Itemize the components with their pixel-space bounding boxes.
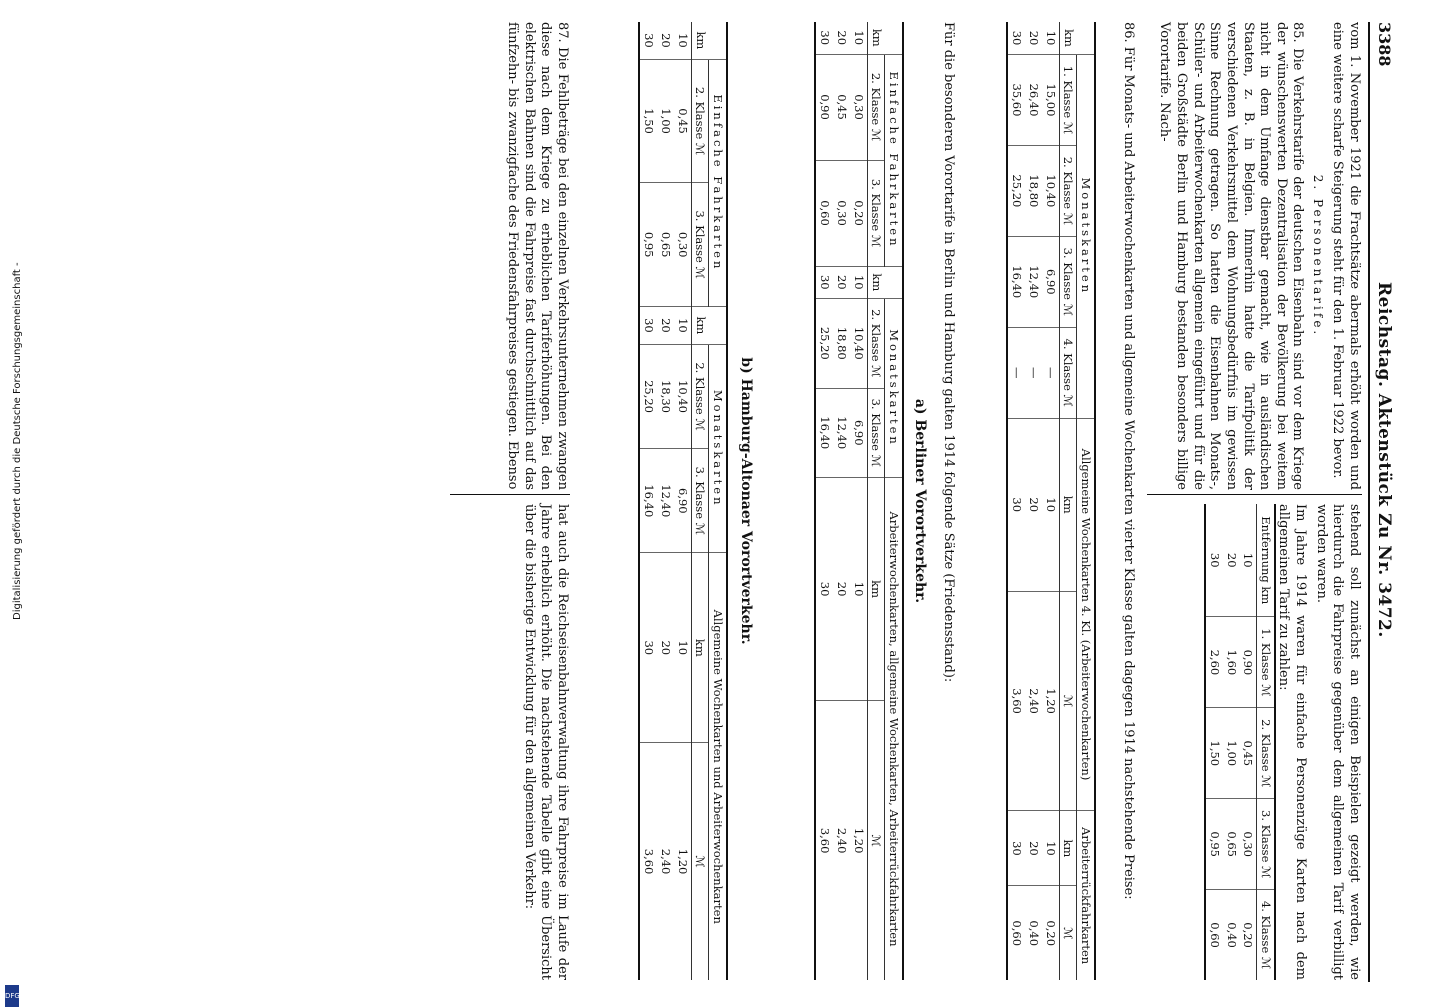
berlin-col-header: 3. Klasse ℳ xyxy=(867,388,885,477)
monthly-col-header: km xyxy=(1059,22,1077,55)
table-cell: 30 xyxy=(815,266,833,299)
right-column-bottom xyxy=(516,504,570,980)
table-cell: 30 xyxy=(639,553,657,743)
page-number: 3388 xyxy=(1375,22,1394,67)
general-tariff-table xyxy=(1204,504,1276,980)
table-cell: 10,40 xyxy=(1042,145,1059,236)
table-cell: 0,65 xyxy=(1223,799,1240,890)
table-cell: 20 xyxy=(1223,504,1240,617)
table-cell: 0,40 xyxy=(1026,920,1041,947)
table-cell: 10 xyxy=(1042,811,1059,886)
berlin-group-single: Einfache Fahrkarten xyxy=(885,54,903,266)
paragraph-87: 87. Die Fehlbeträge bei den einzelnen Verkehrsunternehmen zwangen diese nach dem Kriege zu erheblichen Tariferhöhungen. Bei den elektrischen Bahnen sind die Fahrpreise fast durchschnittlich auf das fünfzehn- bis zwanzigfache des Friedensfahrpreises gestiegen. Ebenso xyxy=(505,22,570,490)
table-row xyxy=(1223,504,1240,980)
table-cell: 10 xyxy=(674,22,691,59)
table-cell: 0,95 xyxy=(1205,799,1223,890)
monthly-col-header: 2. Klasse ℳ xyxy=(1059,145,1077,236)
table-cell: 30 xyxy=(639,22,657,59)
table-cell: 18,30 xyxy=(657,344,674,448)
table-cell: 10,40 xyxy=(674,344,691,448)
paragraph-suburban: Für die besonderen Vorortarife in Berlin und Hamburg galten 1914 folgende Sätze (Friedensstand): xyxy=(941,22,956,683)
table-row xyxy=(1007,22,1025,980)
berlin-heading: a) Berliner Vorortverkehr. xyxy=(912,398,928,604)
table-cell: 16,40 xyxy=(815,388,833,477)
table-cell: 26,40 xyxy=(1025,55,1042,146)
group-return: Arbeiterrückfahrkarten xyxy=(1077,811,1095,980)
berlin-col-header: km xyxy=(867,266,885,299)
paragraph-freight: vom 1. November 1921 die Frachtsätze abermals erhöht worden und eine weitere scharfe Steigerung steht für den 1. Februar 1922 bevor. xyxy=(1330,22,1362,490)
paragraph-1914-prices: Im Jahre 1914 waren für einfache Personenzüge Karten nach dem allgemeinen Tarif zu zahlen: xyxy=(1276,504,1309,980)
column-divider xyxy=(1147,494,1362,495)
table-cell: 6,90 xyxy=(674,449,691,553)
table-cell: 2,40 xyxy=(834,827,849,854)
table-cell: — xyxy=(1007,327,1025,418)
table-row xyxy=(833,22,850,980)
table-cell: 10 xyxy=(1042,418,1059,591)
hamburg-group-monthly: Monatskarten xyxy=(709,344,727,553)
general-col-header: 4. Klasse ℳ xyxy=(1257,890,1275,980)
table-cell: 12,40 xyxy=(1025,236,1042,327)
section-heading-personentarife: 2. Personentarife. xyxy=(1310,174,1325,338)
table-cell: 1,20 xyxy=(675,848,690,875)
table-cell: 25,20 xyxy=(815,299,833,388)
table-cell: 16,40 xyxy=(639,449,657,553)
table-row xyxy=(1042,22,1059,980)
table-row xyxy=(850,22,867,980)
table-row xyxy=(1240,504,1257,980)
group-weekly-4th: Allgemeine Wochenkarten 4. Kl. (Arbeiterwochenkarten) xyxy=(1077,418,1095,811)
bottom-column-divider xyxy=(450,494,570,495)
hamburg-col-header: 2. Klasse ℳ xyxy=(691,59,709,183)
berlin-col-header: ℳ xyxy=(867,701,885,980)
monthly-col-header: 1. Klasse ℳ xyxy=(1059,55,1077,146)
table-cell: 0,20 xyxy=(1241,922,1256,948)
hamburg-col-header: km xyxy=(691,22,709,59)
table-cell: 3,60 xyxy=(642,848,657,875)
berlin-col-header: km xyxy=(867,477,885,700)
table-cell: 0,60 xyxy=(1207,922,1222,948)
table-cell: 0,20 xyxy=(850,160,867,266)
table-cell: 0,40 xyxy=(1224,922,1239,948)
left-column-bottom xyxy=(500,22,571,490)
monthly-weekly-table xyxy=(1006,22,1096,980)
table-cell: 0,45 xyxy=(674,59,691,183)
table-cell: 2,40 xyxy=(1025,591,1042,811)
table-cell: 1,60 xyxy=(1223,617,1240,708)
table-cell: 1,20 xyxy=(851,827,866,854)
right-column-upper xyxy=(1271,504,1362,980)
hamburg-heading: b) Hamburg-Altonaer Vorortverkehr. xyxy=(738,357,754,645)
table-cell: 0,45 xyxy=(1240,708,1257,799)
table-cell: 25,20 xyxy=(639,344,657,448)
table-cell: 20 xyxy=(833,22,850,54)
berlin-col-header: 2. Klasse ℳ xyxy=(867,299,885,388)
berlin-col-header: 2. Klasse ℳ xyxy=(867,54,885,160)
table-row xyxy=(1025,22,1042,980)
table-cell: 0,95 xyxy=(639,183,657,307)
monthly-col-header: km xyxy=(1059,811,1077,886)
table-cell: 30 xyxy=(815,477,833,700)
monthly-col-header: 3. Klasse ℳ xyxy=(1059,236,1077,327)
table-cell: 1,20 xyxy=(1042,591,1059,811)
table-cell: 30 xyxy=(1007,22,1025,55)
page-header xyxy=(1368,22,1394,982)
table-cell: 30 xyxy=(1007,811,1025,886)
table-cell: 16,40 xyxy=(1007,236,1025,327)
table-row xyxy=(1205,504,1223,980)
table-cell: 2,60 xyxy=(1205,617,1223,708)
table-cell: 20 xyxy=(1025,811,1042,886)
monthly-col-header: ℳ xyxy=(1059,886,1077,980)
table-cell: 30 xyxy=(1007,418,1025,591)
suburban-intro-block xyxy=(935,22,956,980)
table-row xyxy=(815,22,833,980)
table-cell: 1,00 xyxy=(1223,708,1240,799)
table-cell: 10 xyxy=(850,22,867,54)
left-column-upper xyxy=(1152,22,1362,490)
table-cell: 0,60 xyxy=(1010,920,1025,947)
monthly-col-header: km xyxy=(1059,418,1077,591)
table-cell: 10 xyxy=(1042,22,1059,55)
table-cell: 0,90 xyxy=(815,54,833,160)
table-cell: 2,40 xyxy=(658,848,673,875)
table-cell: 6,90 xyxy=(850,388,867,477)
paragraph-86-block xyxy=(1115,22,1136,980)
table-cell: 10 xyxy=(674,553,691,743)
table-cell: 0,30 xyxy=(674,183,691,307)
table-cell: 0,65 xyxy=(657,183,674,307)
hamburg-group-weekly: Allgemeine Wochenkarten und Arbeiterwochenkarten xyxy=(709,553,727,980)
table-cell: 20 xyxy=(1025,418,1042,591)
monthly-col-header: 4. Klasse ℳ xyxy=(1059,327,1077,418)
table-cell: 10 xyxy=(850,266,867,299)
general-col-header: 1. Klasse ℳ xyxy=(1257,617,1275,708)
table-cell: 0,90 xyxy=(1240,617,1257,708)
berlin-suburban-table xyxy=(814,22,904,980)
hamburg-col-header: 3. Klasse ℳ xyxy=(691,449,709,553)
table-cell: 30 xyxy=(815,22,833,54)
dfg-logo: DFG xyxy=(5,985,19,1007)
credit-sidebar xyxy=(2,20,23,1000)
table-row xyxy=(639,22,657,980)
rotated-document-page xyxy=(24,0,1404,1000)
table-cell: 1,50 xyxy=(1205,708,1223,799)
table-cell: 20 xyxy=(657,22,674,59)
paragraph-85: 85. Die Verkehrstarife der deutschen Eisenbahn sind vor dem Kriege der wünschenswerten Dezentralisation der Bevölkerung bei weitem nicht in dem Umfange dienstbar gemacht, wie in ausländischen Staaten, z. B. in Belgien. Immerhin hatte die Tarifpolitik der verschiedenen Verkehrsmittel dem Wohnungsbedürfnis im gewissen Sinne Rechnung getragen. So hatten die Eisenbahnen Monats-, Schüler- und Arbeiterwochenkarten allgemein eingeführt und für die beiden Großstädte Berlin und Hamburg bestanden besonders billige Vorortarife. Nach- xyxy=(1157,22,1306,490)
berlin-group-monthly: Monatskarten xyxy=(885,299,903,478)
table-cell: 1,50 xyxy=(639,59,657,183)
table-cell: 6,90 xyxy=(1042,236,1059,327)
berlin-col-header: km xyxy=(867,22,885,54)
table-cell: 0,20 xyxy=(1043,920,1058,947)
table-cell: — xyxy=(1042,327,1059,418)
hamburg-col-header: km xyxy=(691,306,709,344)
hamburg-group-single: Einfache Fahrkarten xyxy=(709,59,727,306)
table-cell: 0,60 xyxy=(815,160,833,266)
running-head: Reichstag. Aktenstück Zu Nr. 3472. xyxy=(1374,282,1394,638)
dfg-credit-text: Digitalisierung gefördert durch die Deutsche Forschungsgemeinschaft - xyxy=(12,262,23,620)
hamburg-col-header: 2. Klasse ℳ xyxy=(691,344,709,448)
general-col-header: 3. Klasse ℳ xyxy=(1257,799,1275,890)
table-cell: 12,40 xyxy=(833,388,850,477)
table-cell: 20 xyxy=(657,306,674,344)
table-cell: 1,00 xyxy=(657,59,674,183)
table-cell: 3,60 xyxy=(1007,591,1025,811)
table-cell: 15,00 xyxy=(1042,55,1059,146)
berlin-col-header: 3. Klasse ℳ xyxy=(867,160,885,266)
table-cell: 10 xyxy=(1240,504,1257,617)
table-cell: 12,40 xyxy=(657,449,674,553)
table-cell: 3,60 xyxy=(818,827,833,854)
table-cell: 0,30 xyxy=(850,54,867,160)
table-cell: 0,45 xyxy=(833,54,850,160)
table-cell: 30 xyxy=(1205,504,1223,617)
table-cell: 18,80 xyxy=(1025,145,1042,236)
paragraph-reichsbahn: hat auch die Reichseisenbahnverwaltung ihre Fahrpreise im Laufe der Jahre erheblich erhöht. Die nachstehende Tabelle gibt eine Übersicht über die bisherige Entwicklung für den allgemeinen Verkehr: xyxy=(521,504,570,980)
table-cell: 20 xyxy=(833,477,850,700)
hamburg-col-header: 3. Klasse ℳ xyxy=(691,183,709,307)
table-cell: 18,80 xyxy=(833,299,850,388)
table-cell: 20 xyxy=(833,266,850,299)
table-cell: 30 xyxy=(639,306,657,344)
table-cell: 20 xyxy=(657,553,674,743)
group-monthly: Monatskarten xyxy=(1077,55,1095,419)
hamburg-col-header: km xyxy=(691,553,709,743)
paragraph-examples: stehend soll zunächst an einigen Beispielen gezeigt werden, wie hierdurch die Fahrpreise gegenüber dem allgemeinen Tarif verbilligt worden waren. xyxy=(1313,504,1362,980)
table-cell: — xyxy=(1025,327,1042,418)
paragraph-86: 86. Für Monats- und Arbeiterwochenkarten und allgemeine Wochenkarten vierter Klasse galten dagegen 1914 nachstehende Preise: xyxy=(1121,22,1136,900)
general-col-header: Entfernung km xyxy=(1257,504,1275,617)
table-cell: 35,60 xyxy=(1007,55,1025,146)
table-cell: 10 xyxy=(850,477,867,700)
general-col-header: 2. Klasse ℳ xyxy=(1257,708,1275,799)
berlin-group-weekly: Arbeiterwochenkarten, allgemeine Wochenkarten, Arbeiterrückfahrkarten xyxy=(885,477,903,980)
hamburg-suburban-table xyxy=(638,22,728,980)
hamburg-col-header: ℳ xyxy=(691,743,709,980)
table-cell: 20 xyxy=(1025,22,1042,55)
table-cell: 0,30 xyxy=(1240,799,1257,890)
table-cell: 10,40 xyxy=(850,299,867,388)
table-cell: 0,30 xyxy=(833,160,850,266)
table-cell: 10 xyxy=(674,306,691,344)
table-cell: 25,20 xyxy=(1007,145,1025,236)
table-row xyxy=(674,22,691,980)
table-row xyxy=(657,22,674,980)
monthly-col-header: ℳ xyxy=(1059,591,1077,811)
